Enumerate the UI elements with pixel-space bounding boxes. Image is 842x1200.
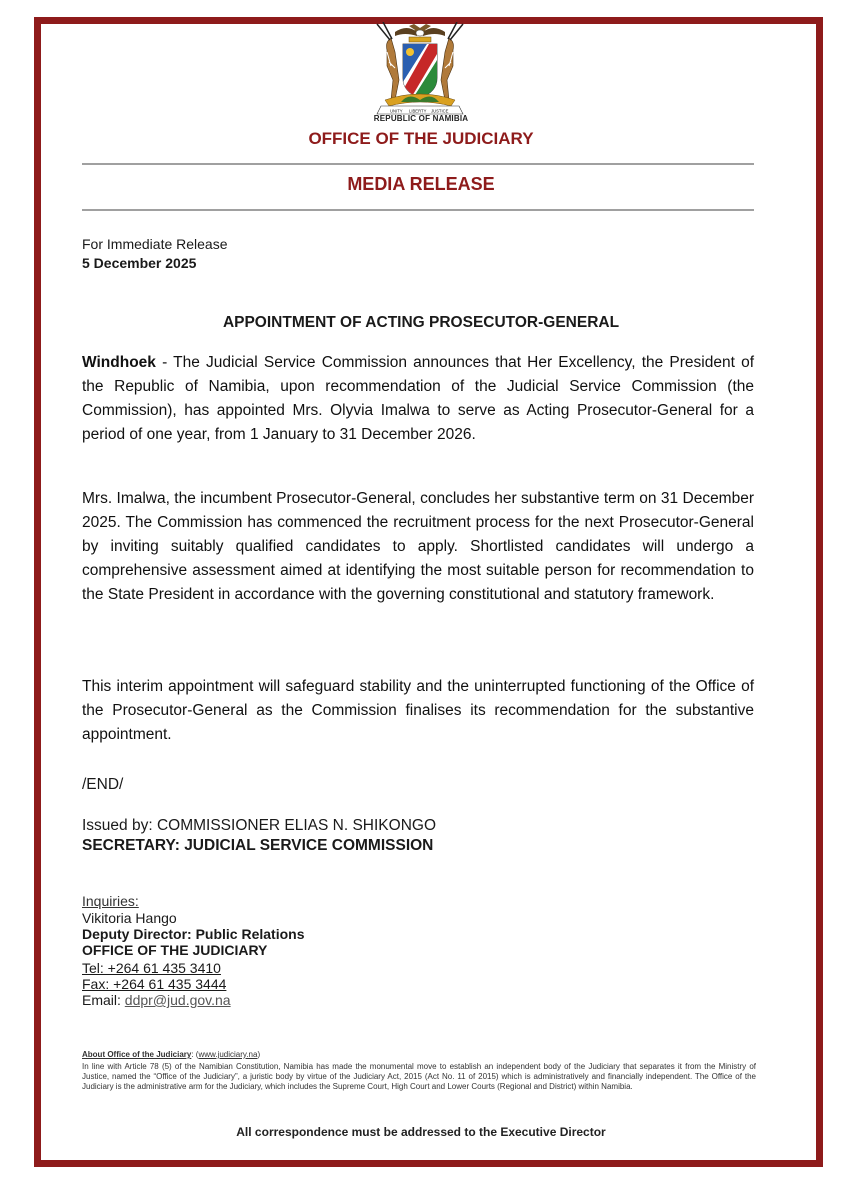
contact-role: Deputy Director: Public Relations: [82, 926, 305, 942]
about-url-link[interactable]: www.judiciary.na: [198, 1050, 258, 1059]
paragraph-3: This interim appointment will safeguard stability and the uninterrupted functioning of the Office of the Prosecutor-General as the Commission finalises its recommendation for the substantive appointment.: [82, 678, 754, 743]
contact-fax[interactable]: Fax: +264 61 435 3444: [82, 976, 227, 992]
header-divider-bottom: [82, 209, 754, 211]
svg-text:UNITY: UNITY: [390, 108, 403, 114]
contact-email-row: [82, 991, 231, 1009]
country-label: REPUBLIC OF NAMIBIA: [373, 114, 469, 123]
email-label: Email:: [82, 992, 125, 1008]
paragraph-1-text: - The Judicial Service Commission announces that Her Excellency, the President of the Republic of Namibia, upon recommendation of the Judicial Service Commission (the Commission), has appointed Mrs. Olyvia Imalwa to serve as Acting Prosecutor-General for a period of one year, from 1 January to 31 December 2026.: [82, 354, 754, 443]
namibia-coat-of-arms-icon: [365, 22, 475, 122]
email-link[interactable]: ddpr@jud.gov.na: [124, 992, 231, 1008]
about-text: In line with Article 78 (5) of the Namibian Constitution, Namibia has made the monumental move to establish an independent body of the Judiciary that separates it from the Ministry of Justice, named the “Office of the Judiciary”, a juristic body by virtue of the Judiciary Act, 2015 (Act No. 11 of 2015) which is administratively and financially independent. The Office of the Judiciary is the administrative arm for the Judiciary, which includes the Supreme Court, High Court and Lower Courts (Regional and District) within Namibia.: [82, 1062, 756, 1091]
svg-text:JUSTICE: JUSTICE: [431, 108, 449, 114]
about-heading-row: [82, 1050, 756, 1060]
release-title: APPOINTMENT OF ACTING PROSECUTOR-GENERAL: [222, 314, 620, 331]
paragraph-1: [82, 351, 754, 447]
contact-tel[interactable]: Tel: +264 61 435 3410: [82, 960, 221, 976]
svg-text:LIBERTY: LIBERTY: [409, 108, 427, 114]
dateline: Windhoek: [82, 354, 156, 371]
header-divider-top: [82, 163, 754, 165]
end-marker: /END/: [82, 776, 124, 793]
contact-office: OFFICE OF THE JUDICIARY: [82, 942, 268, 958]
about-heading: About Office of the Judiciary: [82, 1050, 192, 1059]
issued-by: Issued by: COMMISSIONER ELIAS N. SHIKONGO: [82, 817, 437, 834]
release-date: 5 December 2025: [82, 255, 197, 271]
contact-name: Vikitoria Hango: [82, 910, 177, 926]
issuer-role: SECRETARY: JUDICIAL SERVICE COMMISSION: [82, 837, 434, 854]
paragraph-2: Mrs. Imalwa, the incumbent Prosecutor-General, concludes her substantive term on 31 December 2025. The Commission has commenced the recruitment process for the next Prosecutor-General by inviting suitably qualified candidates to apply. Shortlisted candidates will undergo a comprehensive assessment aimed at identifying the most suitable person for recommendation to the State President in accordance with the governing constitutional and statutory framework.: [82, 490, 754, 603]
office-title: OFFICE OF THE JUDICIARY: [308, 129, 534, 148]
about-close: ): [257, 1050, 261, 1059]
inquiries-heading: Inquiries:: [82, 893, 139, 909]
doc-type-heading: MEDIA RELEASE: [347, 174, 495, 194]
release-status: For Immediate Release: [82, 236, 228, 252]
about-sep: : (: [191, 1050, 199, 1059]
footer-correspondence-note: All correspondence must be addressed to the Executive Director: [236, 1125, 606, 1139]
